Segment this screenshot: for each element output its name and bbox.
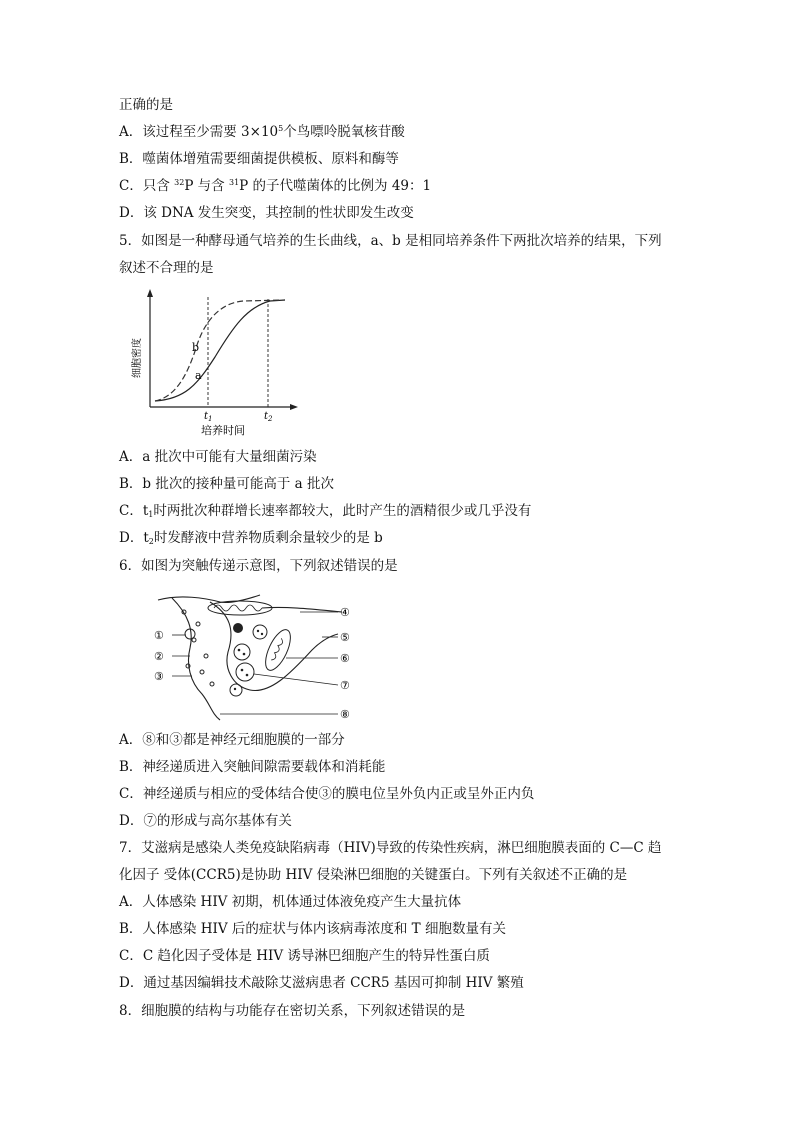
- vesicle-4: [230, 684, 242, 696]
- y-axis-arrow: [147, 289, 153, 297]
- neurotransmitter: [196, 622, 200, 626]
- q4-option-b: B．噬菌体增殖需要细菌提供模板、原料和酶等: [119, 151, 399, 167]
- vesicle-dot: [257, 630, 259, 632]
- q7-option-a: A．人体感染 HIV 初期，机体通过体液免疫产生大量抗体: [119, 894, 462, 910]
- q5-stem-line2: 叙述不合理的是: [119, 260, 214, 276]
- q7-stem-line1: 7．艾滋病是感染人类免疫缺陷病毒（HIV)导致的传染性疾病，淋巴细胞膜表面的 C—C 趋: [119, 840, 662, 856]
- t2-label: $t_2$: [264, 411, 273, 423]
- curve-a-label: a: [195, 369, 202, 382]
- q5-option-d: D．$t_2$时发酵液中营养物质剩余量较少的是 b: [119, 530, 383, 546]
- t1-label: $t_1$: [204, 411, 213, 423]
- x-axis-label: 培养时间: [201, 424, 245, 437]
- vesicle-dot: [243, 653, 246, 656]
- label-4: ④: [340, 606, 350, 619]
- axon-membrane: [262, 607, 342, 612]
- vesicle-1: [253, 625, 267, 639]
- label-8: ⑧: [340, 708, 350, 721]
- label-5: ⑤: [340, 631, 350, 644]
- y-axis-label: 细胞密度: [132, 338, 143, 378]
- q7-stem-line2: 化因子 受体(CCR5)是协助 HIV 侵染淋巴细胞的关键蛋白。下列有关叙述不正确的是: [119, 867, 628, 883]
- neurotransmitter: [210, 682, 214, 686]
- label-3: ③: [154, 670, 164, 683]
- neurotransmitter: [204, 654, 208, 658]
- label-7: ⑦: [340, 679, 350, 692]
- q5-option-a: A．a 批次中可能有大量细菌污染: [119, 449, 317, 465]
- curve-b: [155, 300, 285, 401]
- synapse-figure: [150, 590, 360, 725]
- leader-7: [254, 674, 338, 685]
- growth-curve-figure: [125, 285, 305, 440]
- q7-option-b: B．人体感染 HIV 后的症状与体内该病毒浓度和 T 细胞数量有关: [119, 921, 506, 937]
- q4-option-a: A．该过程至少需要 $3\times 10^5$个鸟嘌呤脱氧核苷酸: [119, 124, 405, 140]
- q7-option-d: D．通过基因编辑技术敲除艾滋病患者 CCR5 基因可抑制 HIV 繁殖: [119, 975, 524, 991]
- q6-option-c: C．神经递质与相应的受体结合使③的膜电位呈外负内正或呈外正内负: [119, 786, 535, 802]
- q6-option-d: D．⑦的形成与高尔基体有关: [119, 813, 292, 829]
- vesicle-dot: [261, 633, 263, 635]
- presynaptic-membrane: [172, 598, 220, 720]
- label-2: ②: [154, 650, 164, 663]
- label-1: ①: [154, 629, 164, 642]
- curve-a: [155, 300, 285, 401]
- x-axis-arrow: [290, 404, 298, 410]
- vesicle-3: [236, 663, 254, 681]
- vesicle-dot: [234, 688, 236, 690]
- vesicle-dot: [241, 669, 244, 672]
- q6-stem: 6．如图为突触传递示意图，下列叙述错误的是: [119, 558, 398, 574]
- neurotransmitter: [186, 664, 190, 668]
- postsynaptic-outline: [210, 602, 338, 691]
- q4-option-c: C．只含 $^{32}$P 与含 $^{31}$P 的子代噬菌体的比例为 49：1: [119, 178, 432, 194]
- q6-option-b: B．神经递质进入突触间隙需要载体和消耗能: [119, 759, 386, 775]
- vesicle-dot: [246, 674, 249, 677]
- label-6: ⑥: [340, 652, 350, 665]
- q4-option-d: D．该 DNA 发生突变，其控制的性状即发生改变: [119, 205, 414, 221]
- q5-option-c: C．$t_1$时两批次种群增长速率都较大，此时产生的酒精很少或几乎没有: [119, 503, 532, 519]
- neurotransmitter: [200, 670, 204, 674]
- mitochondrion-cristae-right: [271, 638, 284, 661]
- q4-stem-tail: 正确的是: [119, 97, 173, 113]
- q5-option-b: B．b 批次的接种量可能高于 a 批次: [119, 476, 334, 492]
- vesicle-dot: [238, 649, 241, 652]
- vesicle-2: [234, 644, 250, 660]
- mitochondrion-right: [261, 626, 296, 673]
- q8-stem: 8．细胞膜的结构与功能存在密切关系，下列叙述错误的是: [119, 1003, 466, 1019]
- curve-b-label: b: [192, 341, 200, 354]
- q7-option-c: C．C 趋化因子受体是 HIV 诱导淋巴细胞产生的特异性蛋白质: [119, 948, 490, 964]
- q5-stem-line1: 5．如图是一种酵母通气培养的生长曲线，a、b 是相同培养条件下两批次培养的结果，下列: [119, 233, 662, 249]
- q6-option-a: A．⑧和③都是神经元细胞膜的一部分: [119, 732, 345, 748]
- vesicle-dark: [233, 623, 243, 633]
